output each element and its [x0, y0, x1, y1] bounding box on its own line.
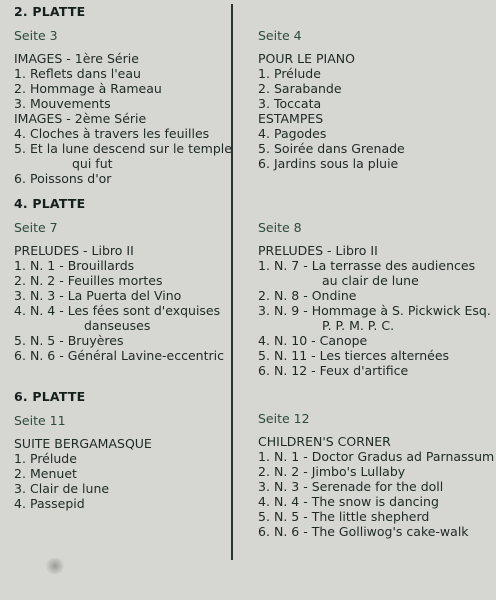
track-item: 1. N. 1 - Brouillards — [14, 258, 135, 273]
pour-le-piano-title: POUR LE PIANO — [258, 51, 355, 66]
seite-11-block — [14, 413, 152, 511]
seite-4-block — [258, 28, 405, 171]
track-item: 2. Menuet — [14, 466, 77, 481]
seite-12-label: Seite 12 — [258, 411, 310, 426]
track-item-continuation: P. P. M. P. C. — [322, 318, 395, 333]
track-item: 4. N. 10 - Canope — [258, 333, 368, 348]
track-item: 3. N. 9 - Hommage à S. Pickwick Esq. — [258, 303, 491, 318]
track-item: 2. Hommage à Rameau — [14, 81, 162, 96]
paper-blemish — [44, 558, 66, 574]
track-item: 2. N. 8 - Ondine — [258, 288, 357, 303]
images-1-title: IMAGES - 1ère Série — [14, 51, 139, 66]
track-item: 3. Toccata — [258, 96, 322, 111]
track-item: 3. N. 3 - La Puerta del Vino — [14, 288, 182, 303]
track-item: 3. Clair de lune — [14, 481, 110, 496]
estampes-title: ESTAMPES — [258, 111, 324, 126]
track-item: 6. N. 12 - Feux d'artifice — [258, 363, 409, 378]
track-item: 6. N. 6 - Général Lavine-eccentric — [14, 348, 224, 363]
seite-3-block — [14, 28, 232, 186]
track-item: 6. Jardins sous la pluie — [258, 156, 399, 171]
track-item: 5. Soirée dans Grenade — [258, 141, 405, 156]
track-item-continuation: danseuses — [84, 318, 151, 333]
seite-7-block — [14, 220, 224, 363]
track-item: 4. N. 4 - Les fées sont d'exquises — [14, 303, 221, 318]
track-item-continuation: qui fut — [72, 156, 113, 171]
track-item: 6. Poissons d'or — [14, 171, 112, 186]
track-item: 5. N. 5 - Bruyères — [14, 333, 124, 348]
track-item: 4. Cloches à travers les feuilles — [14, 126, 210, 141]
track-item: 4. N. 4 - The snow is dancing — [258, 494, 439, 509]
seite-12-block — [258, 411, 494, 539]
seite-8-label: Seite 8 — [258, 220, 302, 235]
track-item: 5. Et la lune descend sur le temple — [14, 141, 232, 156]
suite-bergamasque-title: SUITE BERGAMASQUE — [14, 436, 152, 451]
track-item: 1. N. 1 - Doctor Gradus ad Parnassum — [258, 449, 495, 464]
track-item: 5. N. 5 - The little shepherd — [258, 509, 430, 524]
track-item: 2. N. 2 - Jimbo's Lullaby — [258, 464, 406, 479]
seite-4-label: Seite 4 — [258, 28, 302, 43]
track-item: 4. Pagodes — [258, 126, 327, 141]
track-item: 2. Sarabande — [258, 81, 342, 96]
track-item: 1. Reflets dans l'eau — [14, 66, 141, 81]
track-item: 2. N. 2 - Feuilles mortes — [14, 273, 163, 288]
seite-8-block — [258, 220, 491, 378]
platte-6-heading: 6. PLATTE — [14, 389, 86, 404]
track-item: 6. N. 6 - The Golliwog's cake-walk — [258, 524, 469, 539]
track-item: 1. Prélude — [258, 66, 321, 81]
track-item-continuation: au clair de lune — [322, 273, 419, 288]
track-item: 3. N. 3 - Serenade for the doll — [258, 479, 444, 494]
platte-4-heading: 4. PLATTE — [14, 196, 86, 211]
platte-2-heading: 2. PLATTE — [14, 4, 86, 19]
seite-3-label: Seite 3 — [14, 28, 58, 43]
preludes-title: PRELUDES - Libro II — [14, 243, 134, 258]
track-item: 4. Passepid — [14, 496, 85, 511]
preludes-title: PRELUDES - Libro II — [258, 243, 378, 258]
track-item: 3. Mouvements — [14, 96, 111, 111]
childrens-corner-title: CHILDREN'S CORNER — [258, 434, 391, 449]
track-item: 5. N. 11 - Les tierces alternées — [258, 348, 450, 363]
images-2-title: IMAGES - 2ème Série — [14, 111, 147, 126]
seite-7-label: Seite 7 — [14, 220, 58, 235]
track-item: 1. Prélude — [14, 451, 77, 466]
track-item: 1. N. 7 - La terrasse des audiences — [258, 258, 476, 273]
seite-11-label: Seite 11 — [14, 413, 66, 428]
